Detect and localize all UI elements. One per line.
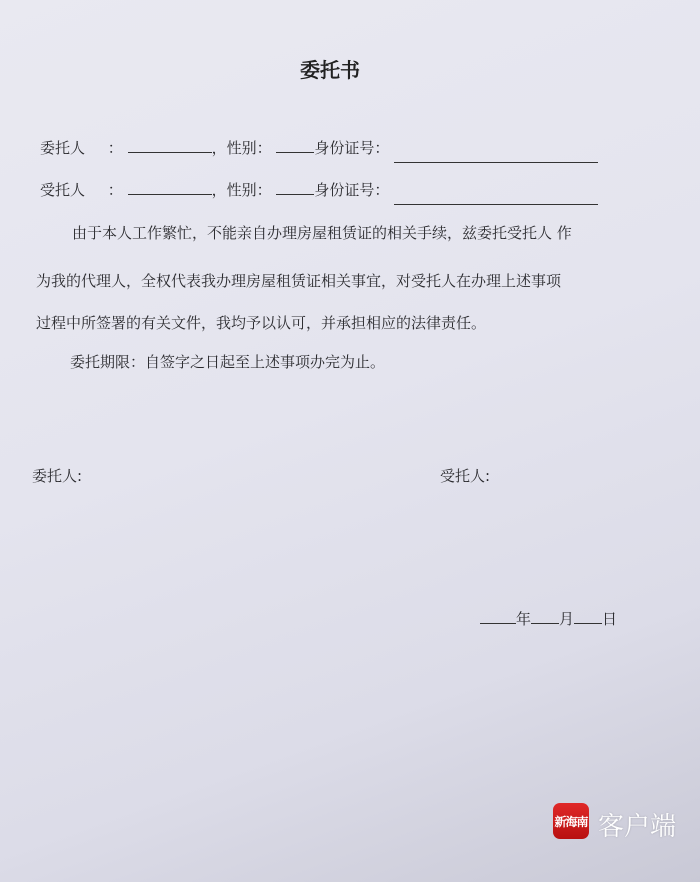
agent-signature-label: 受托人: [440,467,491,485]
date-line [480,608,617,629]
agent-gender-label: ，性别： [211,181,272,199]
agent-name-blank [128,180,212,195]
watermark-text: 客户端 [598,812,677,842]
agent-row [40,179,598,200]
principal-separator: ： [107,139,123,157]
paragraph-line: 为我的代理人，全权代表我办理房屋租赁证相关事宜，对受托人在办理上述事项 [36,272,562,290]
paragraph-line: 由于本人工作繁忙，不能亲自办理房屋租赁证的相关手续，兹委托受托人 作 [72,224,572,242]
day-blank [574,609,602,624]
agent-gender-blank [276,180,314,195]
principal-id-label: 身份证号： [314,139,390,157]
day-label: 日 [602,610,618,628]
watermark-logo: 新海南 [553,803,589,839]
year-blank [480,609,516,624]
principal-label: 委托人 [40,139,86,157]
year-label: 年 [516,610,532,628]
principal-id-blank [394,148,598,163]
agent-label: 受托人 [40,181,86,199]
principal-row [40,137,598,158]
paragraph-line: 过程中所签署的有关文件，我均予以认可，并承担相应的法律责任。 [36,314,487,332]
term-line: 委托期限：自签字之日起至上述事项办完为止。 [70,353,386,371]
principal-signature-label: 委托人: [32,467,83,485]
month-blank [531,609,559,624]
document-title: 委托书 [300,58,360,82]
principal-name-blank [128,138,212,153]
month-label: 月 [559,610,575,628]
agent-separator: ： [107,181,123,199]
agent-id-blank [394,190,598,205]
agent-id-label: 身份证号： [314,181,390,199]
principal-gender-label: ，性别： [211,139,272,157]
principal-gender-blank [276,138,314,153]
